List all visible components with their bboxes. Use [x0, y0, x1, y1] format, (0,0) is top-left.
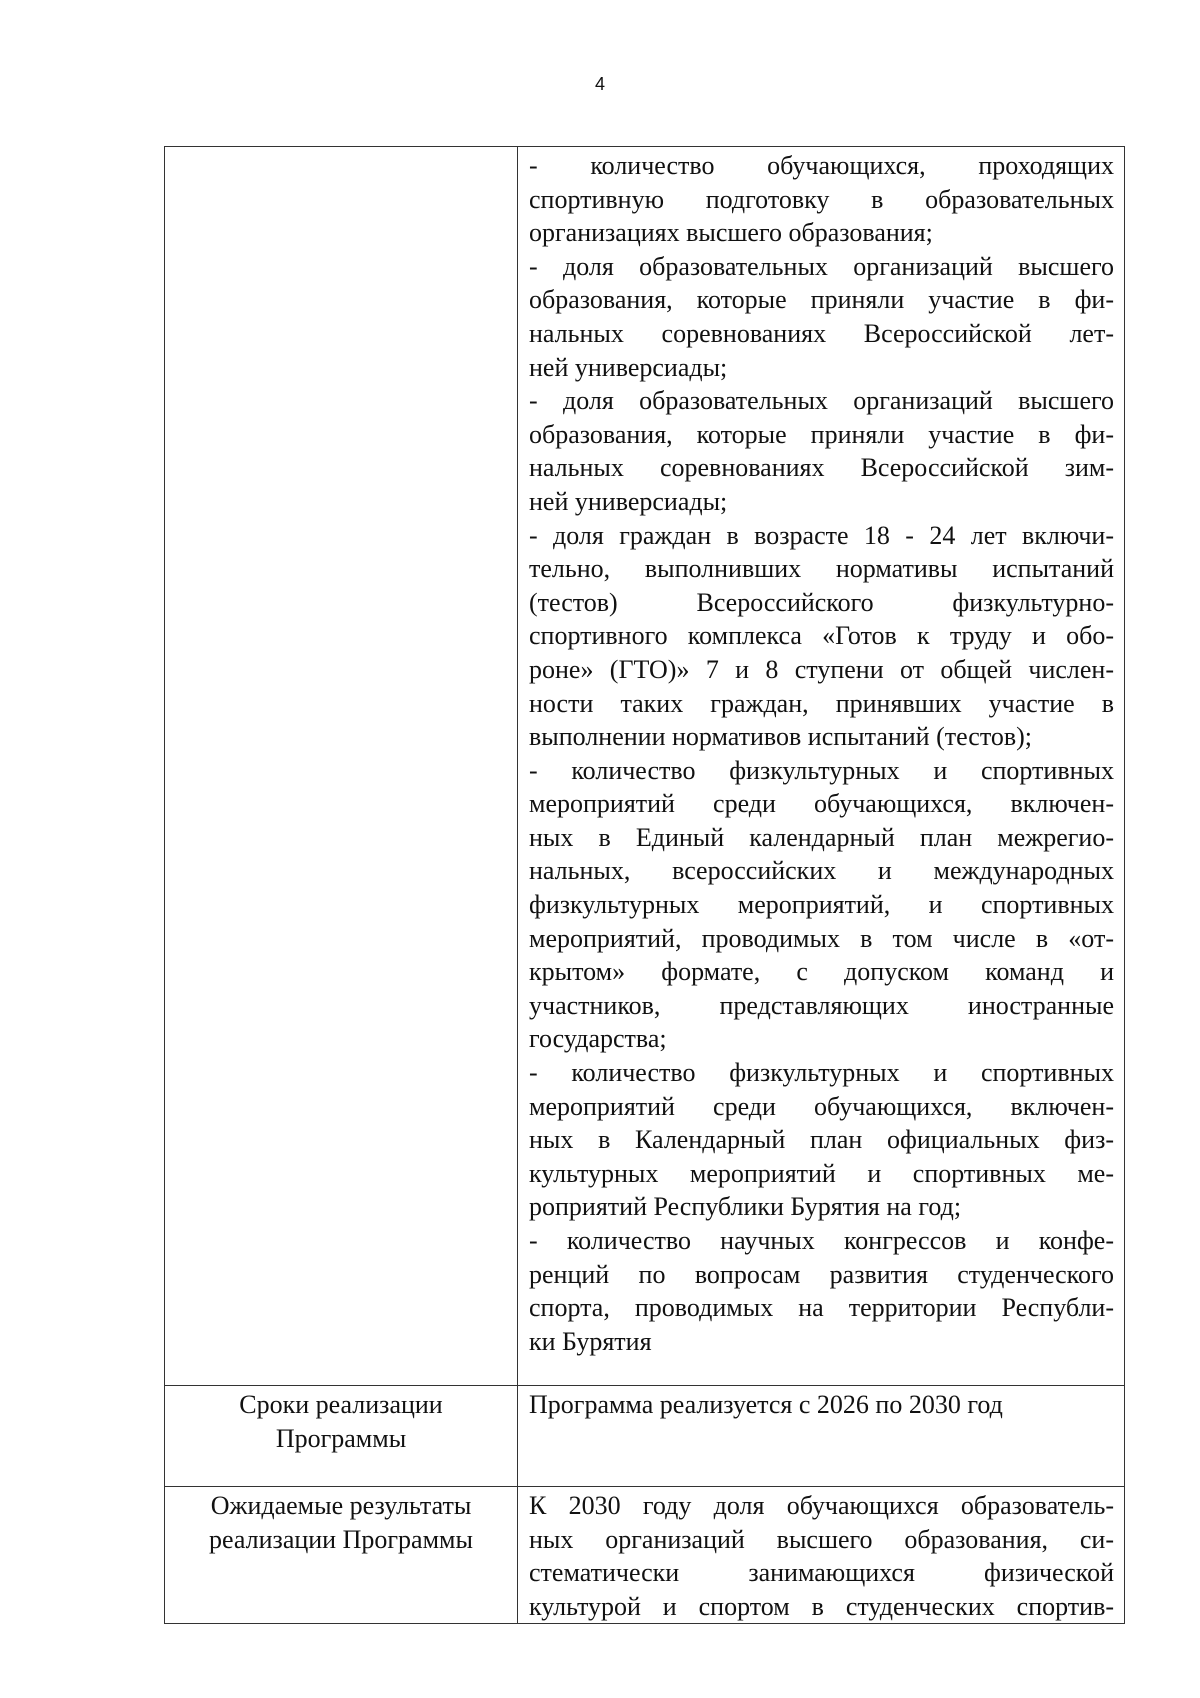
text-line: ных организаций высшего образования, си-: [529, 1524, 1114, 1554]
label-line: Сроки реализации: [239, 1390, 443, 1419]
text-line: ренций по вопросам развития студенческого: [529, 1259, 1114, 1289]
text-line: Программа реализуется с 2026 по 2030 год: [529, 1390, 1003, 1419]
table-row: [165, 147, 1125, 1386]
text-line: ней универсиады;: [529, 486, 728, 516]
table-row: [165, 1386, 1125, 1487]
text-line: спорта, проводимых на территории Республи-: [529, 1293, 1114, 1323]
row-label: [165, 147, 517, 149]
text-line: - количество физкультурных и спортивных: [529, 1058, 1114, 1088]
text-line: - количество физкультурных и спортивных: [529, 755, 1114, 785]
text-line: крытом» формате, с допуском команд и: [529, 957, 1114, 987]
text-line: физкультурных мероприятий, и спортивных: [529, 890, 1114, 920]
text-line: ки Бурятия: [529, 1326, 652, 1356]
text-line: ных в Календарный план официальных физ-: [529, 1125, 1114, 1155]
text-line: спортивного комплекса «Готов к труду и обо-: [529, 621, 1114, 651]
text-line: спортивную подготовку в образовательных: [529, 184, 1114, 214]
row-content-cell: [518, 147, 1125, 1386]
label-line: Ожидаемые результаты: [210, 1491, 472, 1520]
text-line: (тестов) Всероссийского физкультурно-: [529, 587, 1114, 617]
text-line: нальных соревнованиях Всероссийской лет-: [529, 318, 1114, 348]
row-content-cell: [518, 1386, 1125, 1487]
label-line: Программы: [275, 1423, 407, 1453]
text-line: тельно, выполнивших нормативы испытаний: [529, 554, 1114, 584]
implementation-period-label: [165, 1386, 517, 1455]
row-content-cell: [518, 1487, 1125, 1624]
text-line: образования, которые приняли участие в фи-: [529, 419, 1114, 449]
row-label-cell: [165, 1386, 518, 1487]
text-line: роне» (ГТО)» 7 и 8 ступени от общей числен-: [529, 654, 1114, 684]
text-line: мероприятий среди обучающихся, включен-: [529, 789, 1114, 819]
text-line: организациях высшего образования;: [529, 218, 933, 248]
text-line: - количество научных конгрессов и конфе-: [529, 1226, 1114, 1255]
text-line: культурных мероприятий и спортивных ме-: [529, 1158, 1114, 1188]
text-line: - доля образовательных организаций высшего: [529, 386, 1114, 416]
text-line: мероприятий, проводимых в том числе в «от-: [529, 923, 1114, 953]
text-line: государства;: [529, 1024, 667, 1054]
text-line: выполнении нормативов испытаний (тестов);: [529, 722, 1033, 752]
text-line: - доля граждан в возрасте 18 - 24 лет включи-: [529, 520, 1114, 550]
text-line: ности таких граждан, принявших участие в: [529, 688, 1114, 718]
text-line: мероприятий среди обучающихся, включен-: [529, 1091, 1114, 1121]
row-label-cell: [165, 1487, 518, 1624]
implementation-period-text: [518, 1386, 1124, 1422]
text-line: образования, которые приняли участие в фи-: [529, 285, 1114, 315]
row-label-cell: [165, 147, 518, 1386]
text-line: стематически занимающихся физической: [529, 1558, 1114, 1588]
expected-results-label: [165, 1487, 517, 1556]
expected-results-text: [518, 1487, 1124, 1623]
text-line: участников, представляющих иностранные: [529, 990, 1114, 1020]
text-line: культурой и спортом в студенческих спортив-: [529, 1591, 1114, 1621]
text-line: роприятий Республики Бурятия на год;: [529, 1192, 962, 1222]
text-line: нальных соревнованиях Всероссийской зим-: [529, 453, 1114, 483]
table-row: [165, 1487, 1125, 1624]
text-line: К 2030 году доля обучающихся образователь-: [529, 1491, 1114, 1520]
text-line: нальных, всероссийских и международных: [529, 856, 1114, 886]
passport-table: [164, 146, 1125, 1624]
text-line: ней универсиады;: [529, 352, 728, 382]
target-indicators-text: [518, 147, 1124, 1358]
text-line: - доля образовательных организаций высшего: [529, 251, 1114, 281]
text-line: - количество обучающихся, проходящих: [529, 151, 1114, 180]
label-line: реализации Программы: [209, 1524, 473, 1554]
page-number: 4: [594, 74, 605, 94]
text-line: ных в Единый календарный план межрегио-: [529, 822, 1114, 852]
